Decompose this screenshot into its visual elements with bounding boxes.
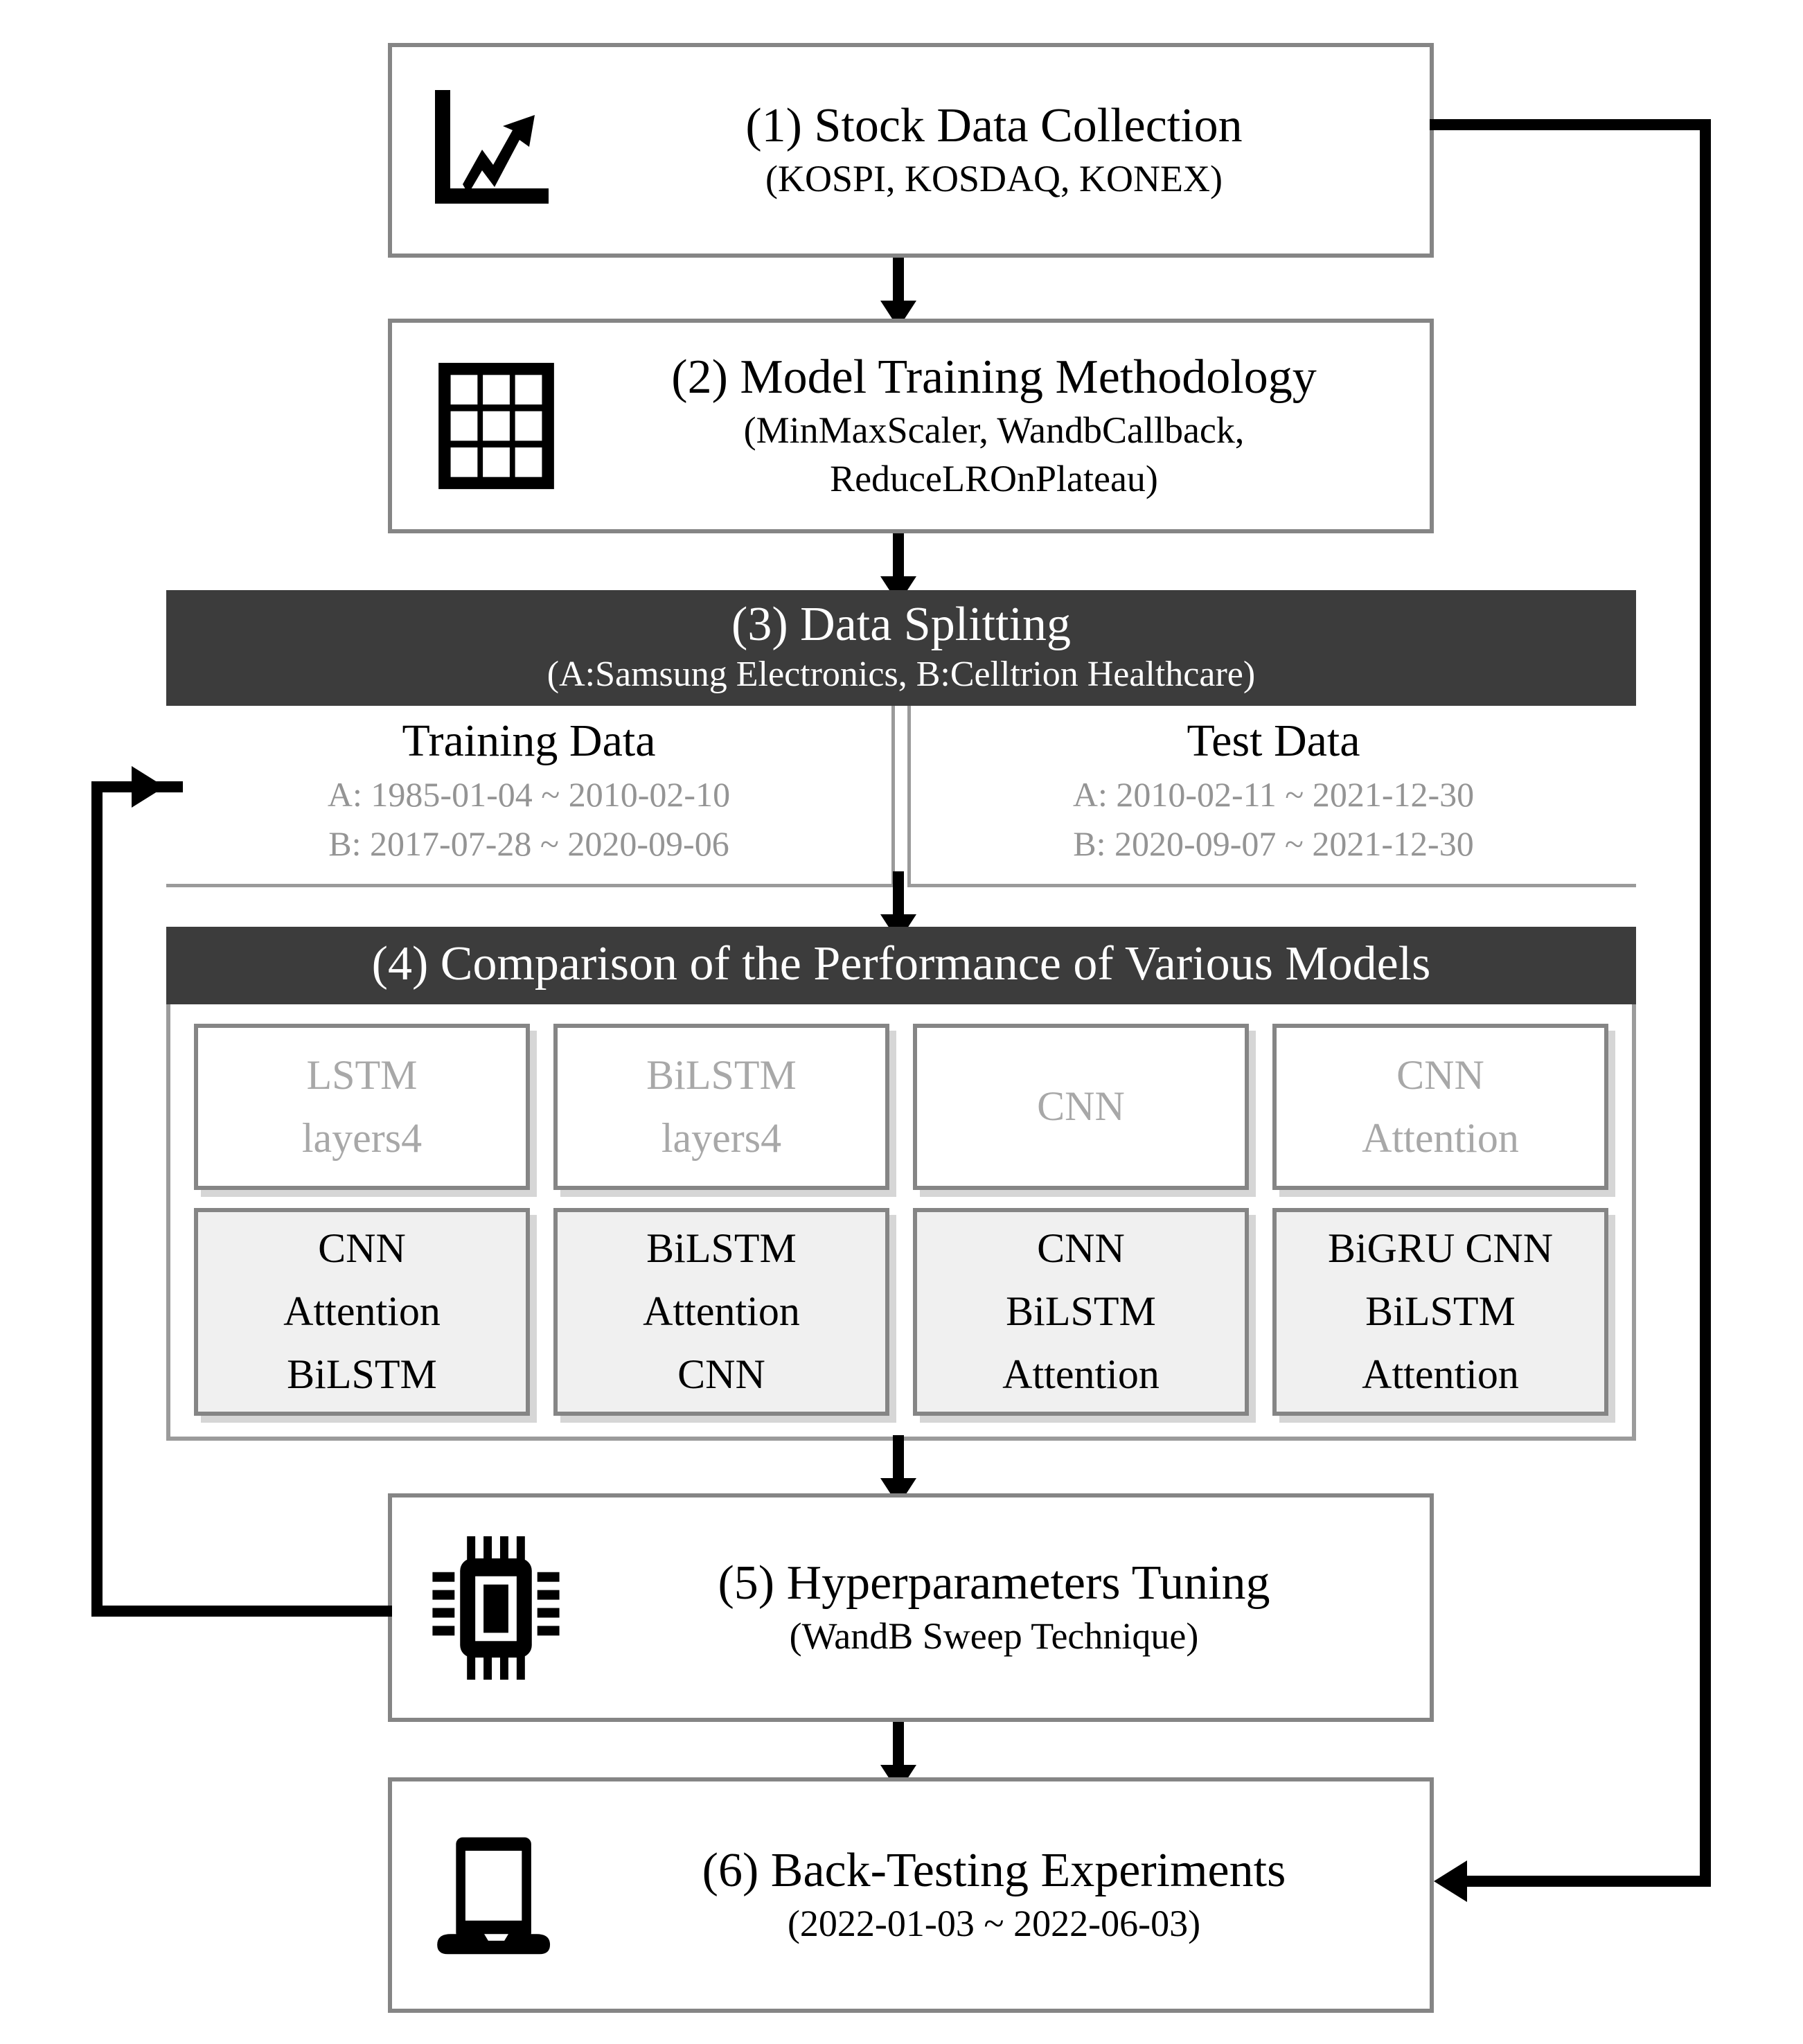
model-line: CNN (677, 1351, 765, 1398)
step6-back-testing-experiments-box[interactable] (388, 1777, 1434, 2013)
model-card-bilstm-layers4[interactable] (553, 1024, 889, 1190)
step1-title: (1) Stock Data Collection (745, 98, 1243, 152)
step2-title: (2) Model Training Methodology (671, 350, 1317, 404)
step6-text (600, 1842, 1430, 1948)
arrowhead-into-step6 (1434, 1860, 1467, 1902)
table-grid-icon (392, 360, 600, 492)
step6-subtitle: (2022-01-03 ~ 2022-06-03) (787, 1903, 1201, 1945)
model-line: CNN (318, 1225, 406, 1272)
step2-text (600, 349, 1430, 504)
test-data-cell[interactable] (907, 706, 1636, 887)
model-line: BiLSTM (287, 1351, 437, 1398)
model-card-lstm-layers4[interactable] (194, 1024, 530, 1190)
model-line: Attention (1362, 1351, 1519, 1398)
step1-text (600, 98, 1430, 204)
model-card-cnn-bilstm-attention[interactable] (913, 1208, 1249, 1416)
model-line: BiGRU CNN (1327, 1225, 1554, 1272)
cpu-chip-icon (392, 1534, 600, 1682)
training-data-row-a: A: 1985-01-04 ~ 2010-02-10 (327, 774, 731, 814)
step3-subtitle: (A:Samsung Electronics, B:Celltrion Healthcare) (547, 654, 1256, 694)
model-line: Attention (643, 1288, 800, 1335)
model-line: BiLSTM (646, 1051, 797, 1098)
step4-title: (4) Comparison of the Performance of Various Models (371, 937, 1431, 990)
model-row-baseline (194, 1024, 1608, 1190)
step3-header (166, 590, 1636, 706)
model-line: BiLSTM (1006, 1288, 1156, 1335)
test-data-heading: Test Data (1187, 716, 1360, 767)
model-line: Attention (283, 1288, 441, 1335)
step1-stock-data-collection-box[interactable] (388, 43, 1434, 258)
step5-text (600, 1555, 1430, 1661)
training-data-cell[interactable] (166, 706, 895, 887)
model-card-bigru-cnn-bilstm-attention[interactable] (1272, 1208, 1608, 1416)
model-line: layers4 (301, 1114, 423, 1161)
model-card-cnn[interactable] (913, 1024, 1249, 1190)
step2-subtitle-line2: ReduceLROnPlateau) (830, 458, 1158, 500)
model-line: LSTM (306, 1051, 418, 1098)
step4-header (166, 927, 1636, 1004)
model-line: CNN (1037, 1083, 1125, 1130)
model-line: Attention (1362, 1114, 1519, 1161)
test-data-row-b: B: 2020-09-07 ~ 2021-12-30 (1073, 824, 1474, 863)
step4-model-comparison-panel[interactable] (166, 927, 1636, 1441)
model-grid (166, 1004, 1636, 1441)
step3-data-splitting-panel[interactable] (166, 590, 1636, 887)
model-line: CNN (1037, 1225, 1125, 1272)
laptop-icon (392, 1829, 600, 1961)
model-line: BiLSTM (646, 1225, 797, 1272)
model-card-cnn-attention[interactable] (1272, 1024, 1608, 1190)
arrowhead-into-step3 (132, 766, 165, 808)
step1-subtitle: (KOSPI, KOSDAQ, KONEX) (765, 158, 1223, 200)
step5-subtitle: (WandB Sweep Technique) (789, 1615, 1199, 1658)
training-data-heading: Training Data (402, 716, 656, 767)
line-chart-icon (392, 85, 600, 216)
model-line: BiLSTM (1365, 1288, 1516, 1335)
model-line: CNN (1396, 1051, 1484, 1098)
model-card-bilstm-attention-cnn[interactable] (553, 1208, 889, 1416)
model-line: layers4 (661, 1114, 782, 1161)
test-data-row-a: A: 2010-02-11 ~ 2021-12-30 (1072, 774, 1475, 814)
step2-subtitle-line1: (MinMaxScaler, WandbCallback, (743, 409, 1245, 452)
model-row-hybrid (194, 1208, 1608, 1416)
step3-title: (3) Data Splitting (731, 598, 1071, 651)
step3-body (166, 706, 1636, 887)
step5-title: (5) Hyperparameters Tuning (718, 1556, 1270, 1610)
step2-model-training-methodology-box[interactable] (388, 319, 1434, 533)
model-card-cnn-attention-bilstm[interactable] (194, 1208, 530, 1416)
model-line: Attention (1002, 1351, 1160, 1398)
step5-hyperparameters-tuning-box[interactable] (388, 1493, 1434, 1722)
split-divider (895, 706, 907, 887)
training-data-row-b: B: 2017-07-28 ~ 2020-09-06 (328, 824, 729, 863)
step6-title: (6) Back-Testing Experiments (702, 1843, 1286, 1897)
